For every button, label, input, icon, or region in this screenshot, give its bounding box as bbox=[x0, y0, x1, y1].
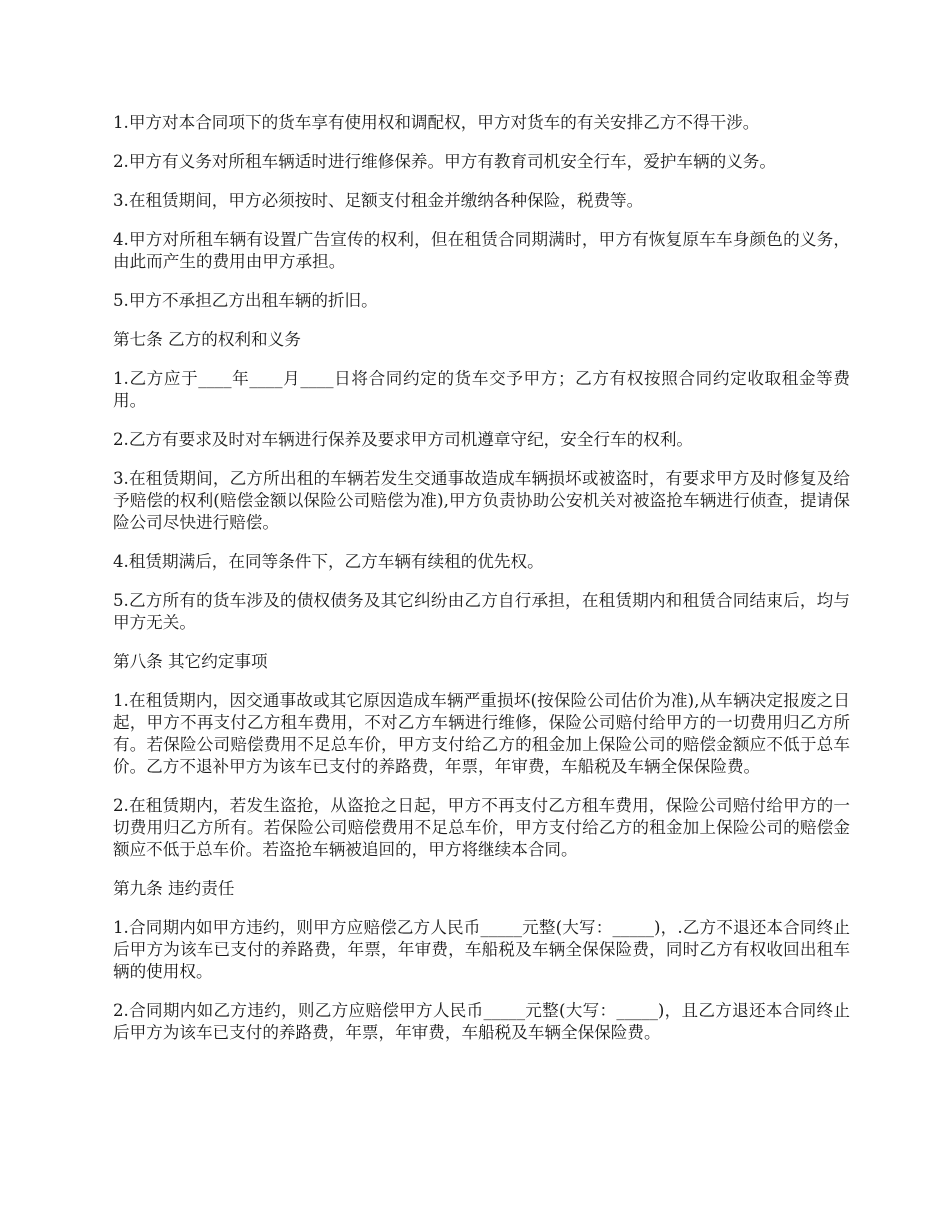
clause-9-heading: 第九条 违约责任 bbox=[113, 879, 235, 898]
clause-6-item-2: 2.甲方有义务对所租车辆适时进行维修保养。甲方有教育司机安全行车，爱护车辆的义务。 bbox=[113, 152, 776, 171]
clause-7-heading: 第七条 乙方的权利和义务 bbox=[113, 330, 301, 349]
clause-7-item-1: 1.乙方应于____年____月____日将合同约定的货车交予甲方；乙方有权按照合同约定收取租金等费用。 bbox=[113, 369, 850, 410]
clause-6-item-3: 3.在租赁期间，甲方必须按时、足额支付租金并缴纳各种保险，税费等。 bbox=[113, 191, 644, 210]
clause-7-item-4: 4.租赁期满后，在同等条件下，乙方车辆有续租的优先权。 bbox=[113, 552, 544, 571]
clause-6-item-1: 1.甲方对本合同项下的货车享有使用权和调配权，甲方对货车的有关安排乙方不得干涉。 bbox=[113, 113, 760, 132]
clause-7-item-5: 5.乙方所有的货车涉及的债权债务及其它纠纷由乙方自行承担，在租赁期内和租赁合同结束后，均与甲方无关。 bbox=[113, 591, 850, 632]
clause-6-item-4: 4.甲方对所租车辆有设置广告宣传的权利，但在租赁合同期满时，甲方有恢复原车车身颜色的义务，由此而产生的费用由甲方承担。 bbox=[113, 230, 850, 271]
clause-9-item-1: 1.合同期内如甲方违约，则甲方应赔偿乙方人民币_____元整(大写：_____)，.乙方不退还本合同终止后甲方为该车已支付的养路费，年票，年审费，车船税及车辆全保保险费，同时乙方有权收回出租车辆的使用权。 bbox=[113, 918, 850, 981]
clause-7-item-2: 2.乙方有要求及时对车辆进行保养及要求甲方司机遵章守纪，安全行车的权利。 bbox=[113, 430, 694, 449]
clause-8-item-2: 2.在租赁期内，若发生盗抢，从盗抢之日起，甲方不再支付乙方租车费用，保险公司赔付给甲方的一切费用归乙方所有。若保险公司赔偿费用不足总车价，甲方支付给乙方的租金加上保险公司的赔偿金额应不低于总车价。若盗抢车辆被追回的，甲方将继续本合同。 bbox=[113, 796, 850, 859]
clause-6-item-5: 5.甲方不承担乙方出租车辆的折旧。 bbox=[113, 291, 378, 310]
clause-9-item-2: 2.合同期内如乙方违约，则乙方应赔偿甲方人民币_____元整(大写：_____)，且乙方退还本合同终止后甲方为该车已支付的养路费，年票，年审费，车船税及车辆全保保险费。 bbox=[113, 1001, 850, 1042]
clause-8-heading: 第八条 其它约定事项 bbox=[113, 652, 268, 671]
clause-8-item-1: 1.在租赁期内，因交通事故或其它原因造成车辆严重损坏(按保险公司估价为准),从车辆决定报废之日起，甲方不再支付乙方租车费用，不对乙方车辆进行维修，保险公司赔付给甲方的一切费用归乙方所有。若保险公司赔偿费用不足总车价，甲方支付给乙方的租金加上保险公司的赔偿金额应不低于总车价。乙方不退补甲方为该车已支付的养路费，年票，年审费，车船税及车辆全保保险费。 bbox=[113, 691, 850, 776]
clause-7-item-3: 3.在租赁期间，乙方所出租的车辆若发生交通事故造成车辆损坏或被盗时，有要求甲方及时修复及给予赔偿的权利(赔偿金额以保险公司赔偿为准),甲方负责协助公安机关对被盗抢车辆进行侦查，提请保险公司尽快进行赔偿。 bbox=[113, 469, 850, 532]
